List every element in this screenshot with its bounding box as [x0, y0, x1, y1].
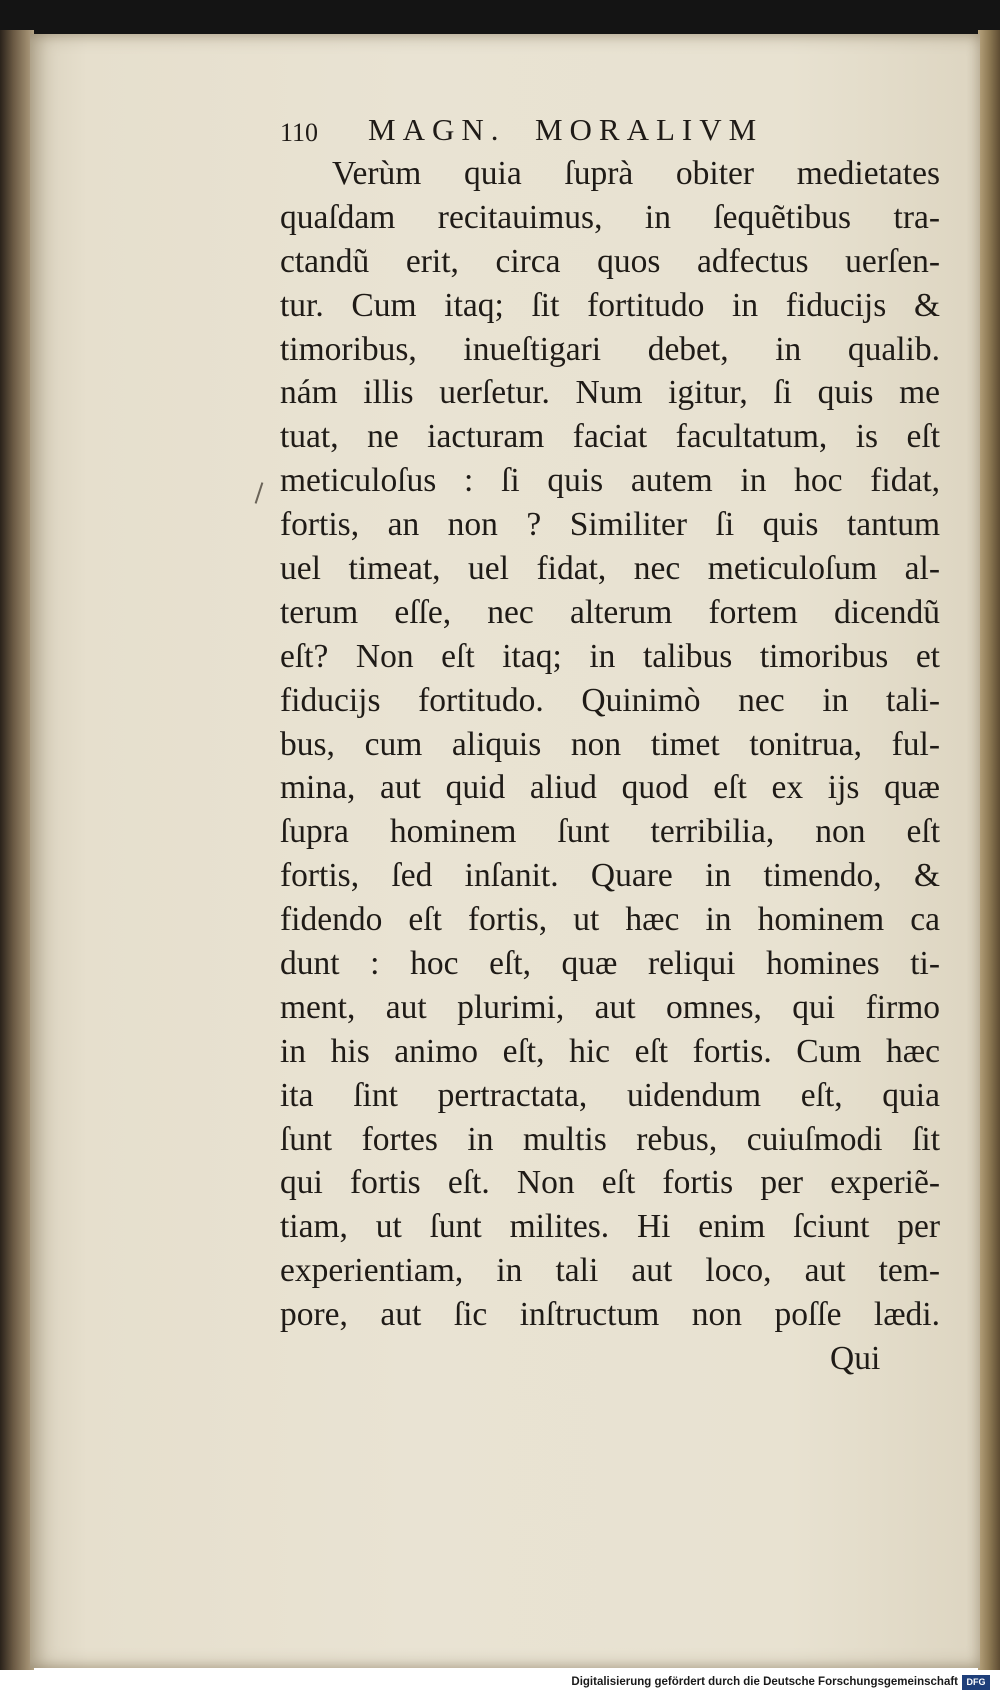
- funding-credit-text: Digitalisierung gefördert durch die Deutsche Forschungsgemeinschaft: [571, 1676, 958, 1688]
- text-line: ctandũ erit, circa quos adfectus uerſen-: [280, 242, 940, 280]
- text-line: fortis, an non ? Similiter ſi quis tantum: [280, 506, 940, 544]
- catchword: Qui: [830, 1340, 881, 1377]
- running-title: MAGN. MORALIVM: [368, 112, 764, 147]
- text-line: pore, aut ſic inſtructum non poſſe lædi.: [280, 1296, 940, 1334]
- book-spine-edge: [0, 30, 34, 1670]
- page-number: 110: [280, 118, 319, 147]
- text-line: experientiam, in tali aut loco, aut tem-: [280, 1252, 940, 1290]
- running-head: [280, 112, 880, 152]
- text-line: uel timeat, uel fidat, nec meticuloſum al-: [280, 550, 940, 588]
- text-line: bus, cum aliquis non timet tonitrua, ful-: [280, 725, 940, 763]
- text-line: mina, aut quid aliud quod eſt ex ijs quæ: [280, 769, 940, 807]
- text-line: timoribus, inueſtigari debet, in qualib.: [280, 330, 940, 368]
- text-line: qui fortis eſt. Non eſt fortis per experiẽ-: [280, 1164, 940, 1202]
- text-line: ſupra hominem ſunt terribilia, non eſt: [280, 813, 940, 851]
- book-fore-edge: [978, 30, 1000, 1670]
- text-line: nám illis uerſetur. Num igitur, ſi quis me: [280, 374, 940, 412]
- text-line: ſunt fortes in multis rebus, cuiuſmodi ſit: [280, 1120, 940, 1158]
- dfg-logo: DFG: [962, 1675, 990, 1690]
- text-line: eſt? Non eſt itaq; in talibus timoribus et: [280, 637, 940, 675]
- main-text-block: [280, 152, 940, 1337]
- text-line: dunt : hoc eſt, quæ reliqui homines ti-: [280, 945, 940, 983]
- text-line: quaſdam recitauimus, in ſequẽtibus tra-: [280, 198, 940, 236]
- text-line: tuat, ne iacturam faciat facultatum, is eſt: [280, 418, 940, 456]
- footer-credit-bar: [0, 1672, 1000, 1696]
- text-line: Verùm quia ſuprà obiter medietates: [332, 155, 940, 192]
- text-line: in his animo eſt, hic eſt fortis. Cum hæc: [280, 1032, 940, 1070]
- text-line: tiam, ut ſunt milites. Hi enim ſciunt per: [280, 1208, 940, 1246]
- text-line: fidendo eſt fortis, ut hæc in hominem ca: [280, 901, 940, 939]
- text-line: fortis, ſed inſanit. Quare in timendo, &: [280, 857, 940, 895]
- text-line: ita ſint pertractata, uidendum eſt, quia: [280, 1076, 940, 1114]
- text-line: ment, aut plurimi, aut omnes, qui firmo: [280, 988, 940, 1026]
- text-line: terum eſſe, nec alterum fortem dicendũ: [280, 593, 940, 631]
- text-line: fiducijs fortitudo. Quinimò nec in tali-: [280, 681, 940, 719]
- text-line: tur. Cum itaq; ſit fortitudo in fiducijs &: [280, 286, 940, 324]
- text-line: meticuloſus : ſi quis autem in hoc fidat,: [280, 462, 940, 500]
